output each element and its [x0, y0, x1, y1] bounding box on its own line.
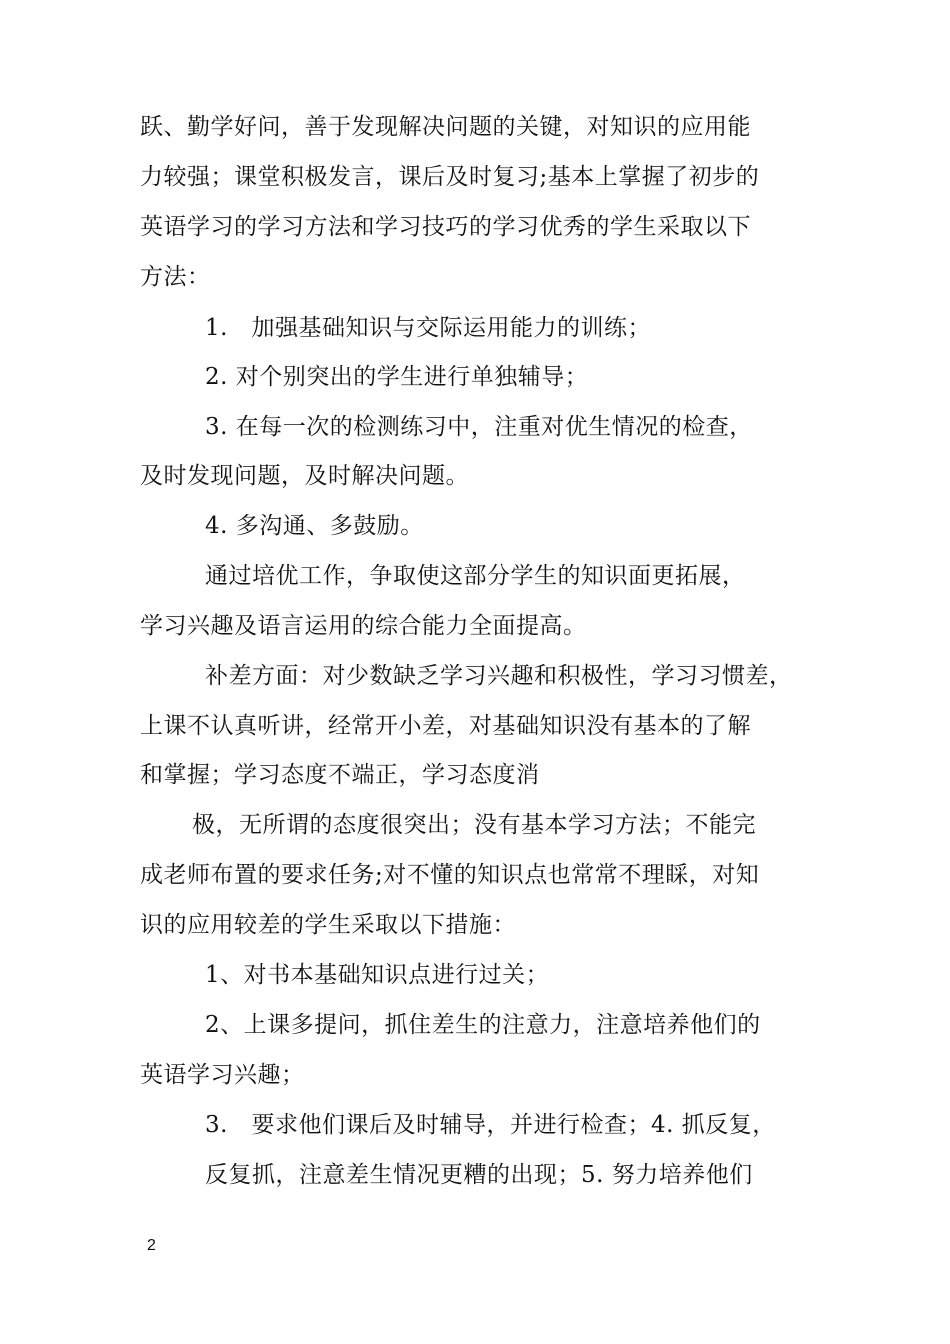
body-text-line: 跃、勤学好问，善于发现解决问题的关键，对知识的应用能	[140, 114, 751, 140]
body-text-line: 学习兴趣及语言运用的综合能力全面提高。	[140, 613, 587, 639]
body-text-line: 识的应用较差的学生采取以下措施：	[140, 912, 516, 938]
body-text-line: 力较强；课堂积极发言，课后及时复习;基本上掌握了初步的	[140, 164, 760, 190]
list-item-line: 3. 在每一次的检测练习中，注重对优生情况的检查，	[205, 414, 753, 440]
list-item-line: 4. 多沟通、多鼓励。	[205, 513, 424, 539]
body-text-line: 英语学习兴趣；	[140, 1062, 305, 1088]
body-text-line: 英语学习的学习方法和学习技巧的学习优秀的学生采取以下	[140, 214, 751, 240]
body-text-line: 成老师布置的要求任务;对不懂的知识点也常常不理睬，对知	[140, 862, 760, 888]
list-item-line: 1. 加强基础知识与交际运用能力的训练；	[205, 315, 651, 341]
body-text-line: 极，无所谓的态度很突出；没有基本学习方法；不能完	[192, 812, 756, 838]
paragraph-start-line: 通过培优工作，争取使这部分学生的知识面更拓展，	[205, 563, 746, 589]
page-number: 2	[147, 1237, 156, 1254]
body-text-line: 和掌握；学习态度不端正，学习态度消	[140, 762, 540, 788]
body-text-line: 上课不认真听讲，经常开小差，对基础知识没有基本的了解	[140, 713, 751, 739]
list-item-line: 2、上课多提问，抓住差生的注意力，注意培养他们的	[205, 1012, 761, 1038]
list-item-line: 3. 要求他们课后及时辅导，并进行检查；4. 抓反复，	[205, 1112, 776, 1138]
body-text-line: 及时发现问题，及时解决问题。	[140, 463, 469, 489]
list-item-line: 2. 对个别突出的学生进行单独辅导；	[205, 364, 589, 390]
body-text-line: 方法：	[140, 264, 211, 290]
list-item-line: 1、对书本基础知识点进行过关；	[205, 962, 550, 988]
body-text-line: 反复抓，注意差生情况更糟的出现；5. 努力培养他们	[205, 1162, 753, 1188]
paragraph-start-line: 补差方面：对少数缺乏学习兴趣和积极性，学习习惯差，	[205, 663, 793, 689]
